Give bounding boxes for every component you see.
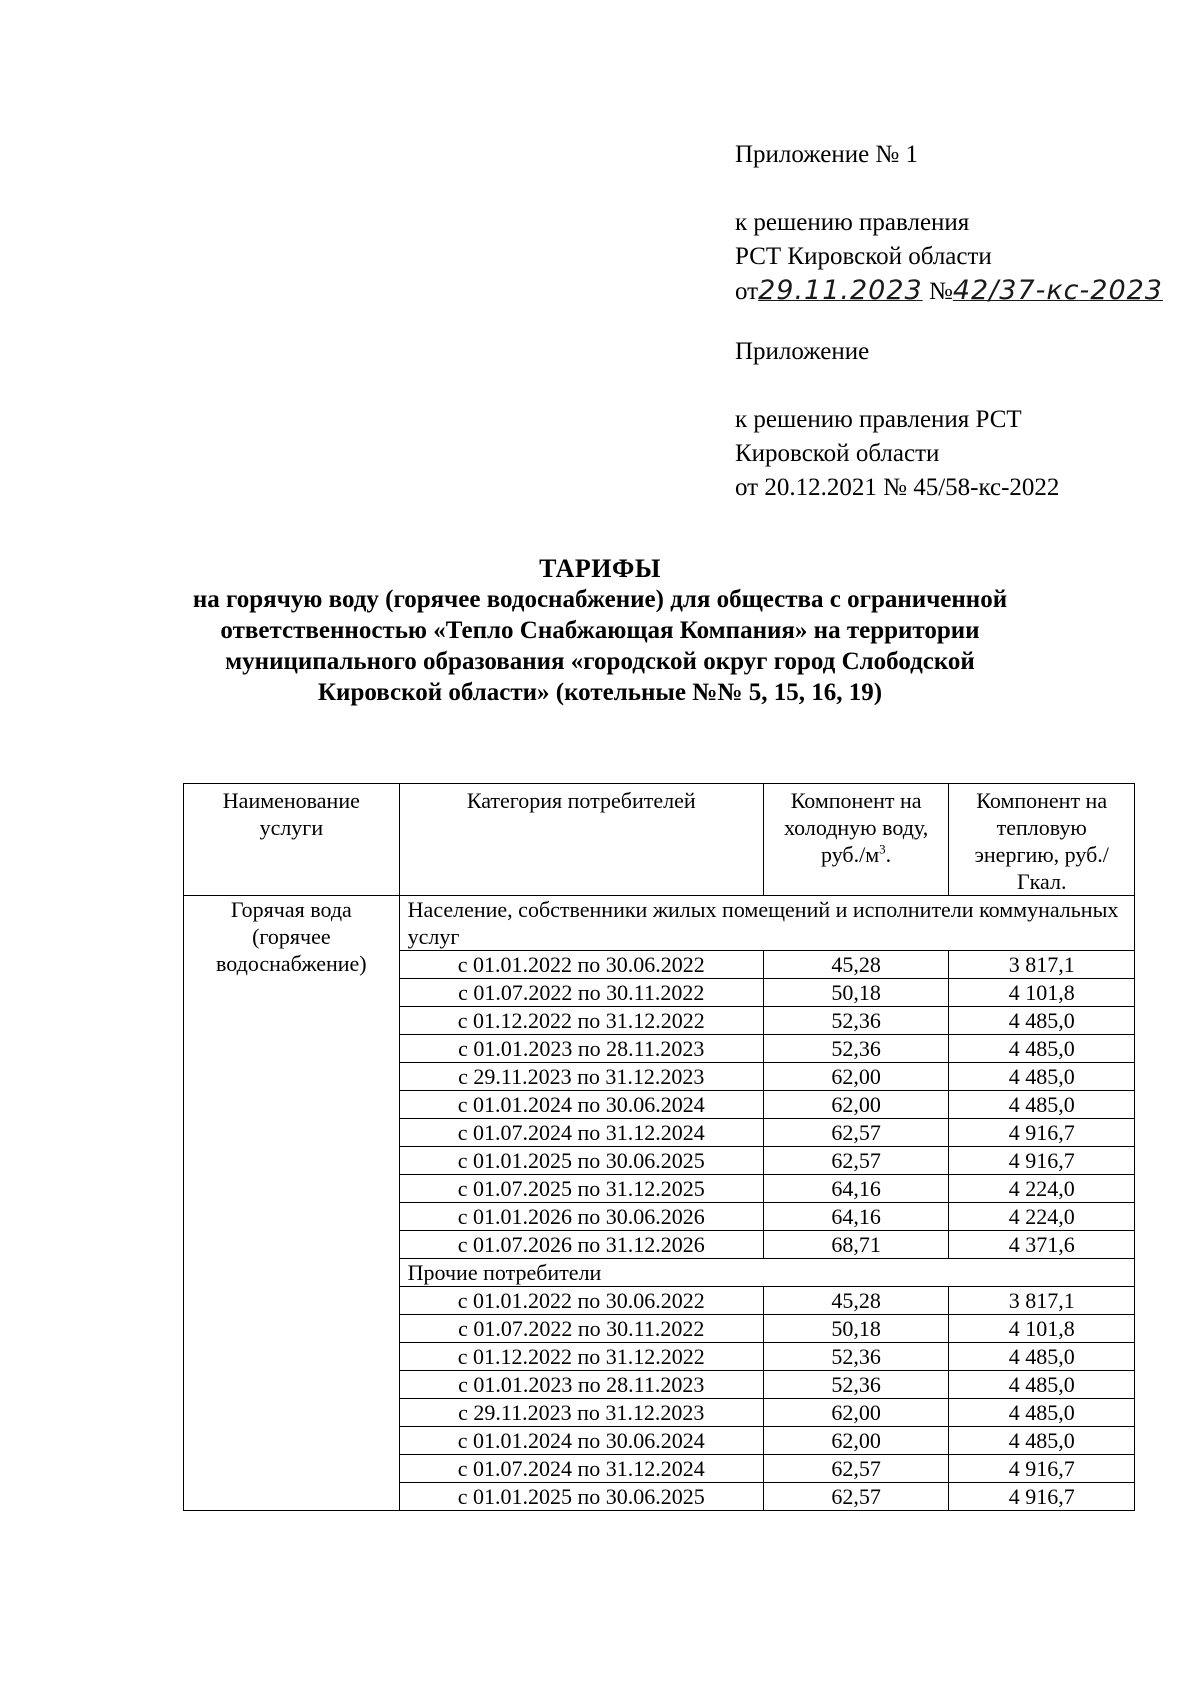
heat-cell: 4 485,0 bbox=[949, 1343, 1135, 1371]
handwritten-date: 29.11.2023 bbox=[758, 275, 923, 306]
cold-water-cell: 52,36 bbox=[763, 1007, 949, 1035]
number-label: № bbox=[928, 278, 953, 305]
service-name-cell: Горячая вода (горячее водоснабжение) bbox=[184, 896, 400, 1511]
appendix-1-block bbox=[735, 138, 1163, 309]
cold-water-cell: 68,71 bbox=[763, 1231, 949, 1259]
cold-water-cell: 62,00 bbox=[763, 1063, 949, 1091]
from-label: от bbox=[735, 278, 759, 305]
cold-water-cell: 62,57 bbox=[763, 1455, 949, 1483]
period-cell: с 01.12.2022 по 31.12.2022 bbox=[399, 1007, 763, 1035]
heat-cell: 4 485,0 bbox=[949, 1399, 1135, 1427]
cold-water-cell: 62,57 bbox=[763, 1119, 949, 1147]
cold-water-cell: 45,28 bbox=[763, 951, 949, 979]
category-cell: Прочие потребители bbox=[399, 1259, 1134, 1287]
appendix-2-title: Приложение bbox=[735, 338, 870, 365]
category-row bbox=[184, 896, 1135, 951]
cold-water-cell: 52,36 bbox=[763, 1343, 949, 1371]
period-cell: с 01.07.2025 по 31.12.2025 bbox=[399, 1175, 763, 1203]
title-line-2: ответственностью «Тепло Снабжающая Компания» на территории bbox=[220, 617, 980, 644]
period-cell: с 01.01.2024 по 30.06.2024 bbox=[399, 1091, 763, 1119]
cold-water-cell: 50,18 bbox=[763, 979, 949, 1007]
appendix-2-date-number: от 20.12.2021 № 45/58-кс-2022 bbox=[735, 474, 1060, 501]
heat-cell: 3 817,1 bbox=[949, 1287, 1135, 1315]
cold-water-cell: 62,00 bbox=[763, 1091, 949, 1119]
header-service: Наименование услуги bbox=[184, 784, 400, 896]
header-heat: Компонент на тепловую энергию, руб./Гкал. bbox=[949, 784, 1135, 896]
category-cell: Население, собственники жилых помещений и исполнители коммунальных услуг bbox=[399, 896, 1134, 951]
period-cell: с 01.07.2026 по 31.12.2026 bbox=[399, 1231, 763, 1259]
cold-water-cell: 52,36 bbox=[763, 1035, 949, 1063]
heat-cell: 4 485,0 bbox=[949, 1007, 1135, 1035]
heat-cell: 3 817,1 bbox=[949, 951, 1135, 979]
appendix-1-title: Приложение № 1 bbox=[735, 141, 919, 168]
heat-cell: 4 485,0 bbox=[949, 1371, 1135, 1399]
heat-cell: 4 224,0 bbox=[949, 1203, 1135, 1231]
period-cell: с 01.01.2025 по 30.06.2025 bbox=[399, 1147, 763, 1175]
cold-water-cell: 62,00 bbox=[763, 1399, 949, 1427]
cold-water-cell: 62,57 bbox=[763, 1483, 949, 1511]
period-cell: с 01.12.2022 по 31.12.2022 bbox=[399, 1343, 763, 1371]
heat-cell: 4 485,0 bbox=[949, 1427, 1135, 1455]
title-line-1: на горячую воду (горячее водоснабжение) для общества с ограниченной bbox=[192, 586, 1008, 613]
title-heading: ТАРИФЫ bbox=[539, 554, 661, 583]
heat-cell: 4 224,0 bbox=[949, 1175, 1135, 1203]
header-cold-water-text: Компонент на холодную воду, руб./м bbox=[783, 788, 929, 867]
appendix-2-authority: Кировской области bbox=[735, 440, 940, 467]
heat-cell: 4 916,7 bbox=[949, 1147, 1135, 1175]
period-cell: с 01.01.2022 по 30.06.2022 bbox=[399, 1287, 763, 1315]
period-cell: с 29.11.2023 по 31.12.2023 bbox=[399, 1063, 763, 1091]
cold-water-cell: 50,18 bbox=[763, 1315, 949, 1343]
cold-water-cell: 62,57 bbox=[763, 1147, 949, 1175]
period-cell: с 01.01.2023 по 28.11.2023 bbox=[399, 1035, 763, 1063]
heat-cell: 4 916,7 bbox=[949, 1455, 1135, 1483]
period-cell: с 01.01.2024 по 30.06.2024 bbox=[399, 1427, 763, 1455]
period-cell: с 01.07.2024 по 31.12.2024 bbox=[399, 1455, 763, 1483]
header-cold-water bbox=[763, 784, 949, 896]
heat-cell: 4 916,7 bbox=[949, 1119, 1135, 1147]
period-cell: с 01.07.2022 по 30.11.2022 bbox=[399, 979, 763, 1007]
heat-cell: 4 101,8 bbox=[949, 1315, 1135, 1343]
period-cell: с 01.01.2025 по 30.06.2025 bbox=[399, 1483, 763, 1511]
period-cell: с 01.07.2022 по 30.11.2022 bbox=[399, 1315, 763, 1343]
heat-cell: 4 485,0 bbox=[949, 1063, 1135, 1091]
period-cell: с 29.11.2023 по 31.12.2023 bbox=[399, 1399, 763, 1427]
handwritten-number: 42/37-кс-2023 bbox=[952, 275, 1163, 306]
heat-cell: 4 371,6 bbox=[949, 1231, 1135, 1259]
cold-water-cell: 52,36 bbox=[763, 1371, 949, 1399]
header-cold-water-sup: 3 bbox=[879, 841, 886, 857]
appendix-1-authority: РСТ Кировской области bbox=[735, 243, 992, 270]
cold-water-cell: 64,16 bbox=[763, 1175, 949, 1203]
cold-water-cell: 45,28 bbox=[763, 1287, 949, 1315]
header-category: Категория потребителей bbox=[399, 784, 763, 896]
appendix-2-decision: к решению правления РСТ bbox=[735, 406, 1022, 433]
cold-water-cell: 62,00 bbox=[763, 1427, 949, 1455]
period-cell: с 01.01.2022 по 30.06.2022 bbox=[399, 951, 763, 979]
period-cell: с 01.01.2026 по 30.06.2026 bbox=[399, 1203, 763, 1231]
header-cold-water-tail: . bbox=[885, 842, 892, 867]
appendix-1-date-number bbox=[735, 274, 1163, 309]
period-cell: с 01.01.2023 по 28.11.2023 bbox=[399, 1371, 763, 1399]
title-line-3: муниципального образования «городской округ город Слободской bbox=[225, 648, 975, 675]
document-title bbox=[120, 553, 1080, 708]
heat-cell: 4 485,0 bbox=[949, 1035, 1135, 1063]
heat-cell: 4 101,8 bbox=[949, 979, 1135, 1007]
appendix-1-decision: к решению правления bbox=[735, 209, 970, 236]
appendix-2-block bbox=[735, 335, 1059, 505]
title-line-4: Кировской области» (котельные №№ 5, 15, 16, 19) bbox=[317, 679, 883, 706]
cold-water-cell: 64,16 bbox=[763, 1203, 949, 1231]
period-cell: с 01.07.2024 по 31.12.2024 bbox=[399, 1119, 763, 1147]
heat-cell: 4 916,7 bbox=[949, 1483, 1135, 1511]
table-header-row bbox=[184, 784, 1135, 896]
tariff-table bbox=[183, 783, 1135, 1511]
heat-cell: 4 485,0 bbox=[949, 1091, 1135, 1119]
